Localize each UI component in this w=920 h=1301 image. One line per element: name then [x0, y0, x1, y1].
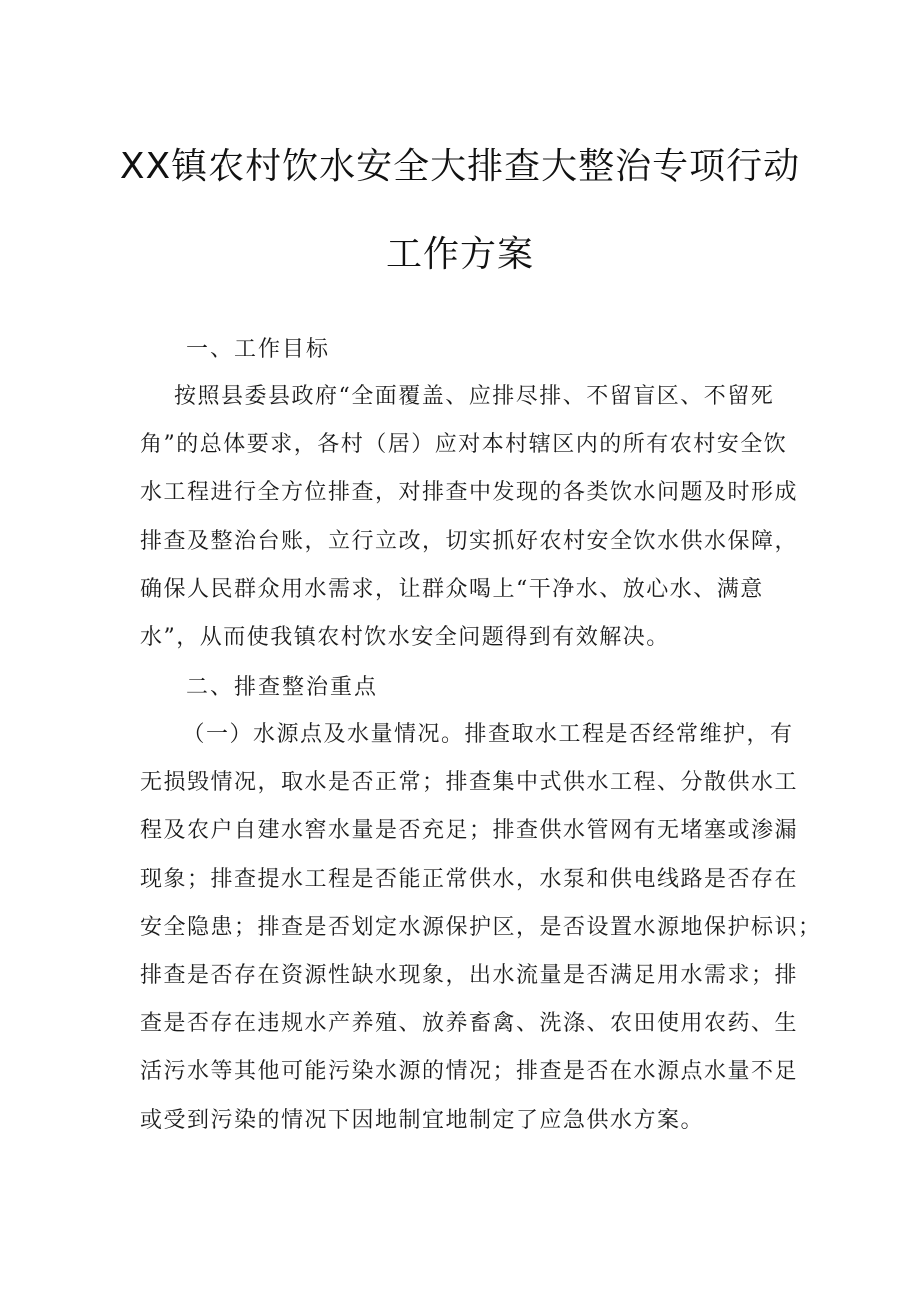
paragraph-line: 程及农户自建水窖水量是否充足；排查供水管网有无堵塞或渗漏: [140, 818, 799, 844]
paragraph-line: 按照县委县政府“全面覆盖、应排尽排、不留盲区、不留死: [140, 384, 775, 409]
document-title-line-2: 工作方案: [385, 234, 534, 275]
paragraph-line: 无损毁情况，取水是否正常；排查集中式供水工程、分散供水工: [140, 770, 799, 796]
section-2-paragraph: [140, 711, 822, 1145]
document-title-line-1: XX镇农村饮水安全大排查大整治专项行动: [119, 146, 801, 187]
paragraph-line: 确保人民群众用水需求，让群众喝上“干净水、放心水、满意: [140, 576, 764, 602]
paragraph-line: 水工程进行全方位排查，对排查中发现的各类饮水问题及时形成: [140, 480, 799, 506]
section-heading-key-points: 二、排查整治重点: [186, 675, 379, 700]
paragraph-line: 安全隐患；排查是否划定水源保护区，是否设置水源地保护标识；: [140, 914, 822, 940]
paragraph-line: 排查及整治台账，立行立改，切实抓好农村安全饮水供水保障，: [140, 528, 799, 554]
paragraph-line: 查是否存在违规水产养殖、放养畜禽、洗涤、农田使用农药、生: [140, 1011, 799, 1037]
section-heading-work-goal: 一、工作目标: [186, 337, 331, 362]
paragraph-line: 水”，从而使我镇农村饮水安全问题得到有效解决。: [140, 625, 670, 651]
section-1-paragraph: [140, 373, 799, 662]
paragraph-line: 排查是否存在资源性缺水现象，出水流量是否满足用水需求；排: [140, 963, 799, 989]
paragraph-line: 活污水等其他可能污染水源的情况；排查是否在水源点水量不足: [140, 1059, 799, 1085]
paragraph-line: 角”的总体要求，各村（居）应对本村辖区内的所有农村安全饮: [140, 432, 788, 458]
paragraph-line: 或受到污染的情况下因地制宜地制定了应急供水方案。: [140, 1107, 705, 1133]
paragraph-line: 现象；排查提水工程是否能正常供水，水泵和供电线路是否存在: [140, 866, 799, 892]
paragraph-line: （一）水源点及水量情况。排查取水工程是否经常维护，有: [140, 722, 794, 747]
